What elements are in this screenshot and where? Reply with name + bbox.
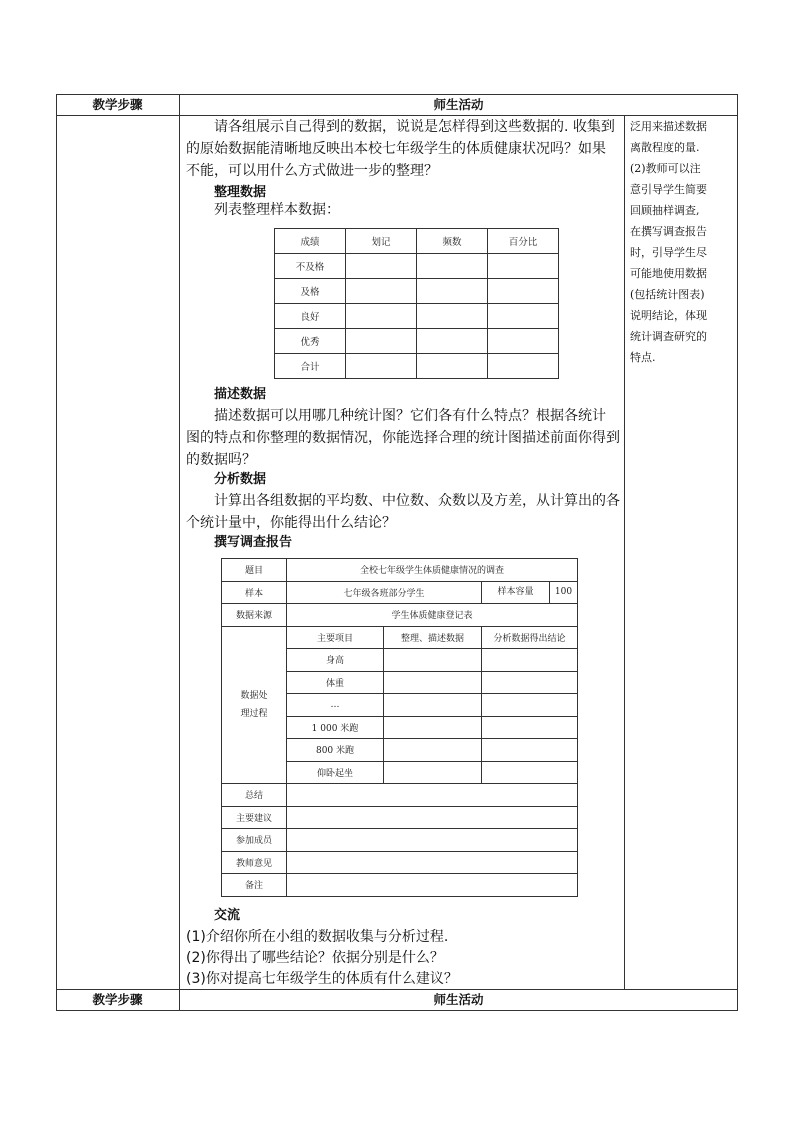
analyze-line-2: 个统计量中，你能得出什么结论？	[186, 515, 396, 531]
table-row	[275, 279, 559, 304]
grade-header-frequency: 频数	[417, 229, 488, 254]
side-note-line: 泛用来描述数据	[630, 120, 707, 133]
report-bottom-label: 主要建议	[222, 806, 287, 829]
side-note-line: 统计调查研究的	[630, 330, 707, 343]
report-item: 仰卧起坐	[287, 761, 384, 784]
describe-heading: 描述数据	[214, 387, 267, 402]
report-subheader-analyze: 分析数据得出结论	[482, 626, 578, 649]
table-left-border	[56, 94, 57, 1011]
empty-cell	[346, 329, 417, 354]
empty-cell	[287, 784, 578, 807]
describe-line-3: 的数据吗？	[186, 452, 256, 468]
grade-row-label: 及格	[275, 279, 346, 304]
report-sample-value: 七年级各班部分学生	[287, 581, 482, 604]
report-bottom-label: 备注	[222, 874, 287, 897]
exchange-item-2: (2)你得出了哪些结论？依据分别是什么？	[186, 950, 444, 966]
empty-cell	[417, 354, 488, 379]
report-item: 身高	[287, 649, 384, 672]
grade-row-label: 优秀	[275, 329, 346, 354]
column-divider-1	[179, 94, 180, 1011]
empty-cell	[482, 761, 578, 784]
report-sample-label: 样本	[222, 581, 287, 604]
report-sample-size-label: 样本容量	[482, 582, 550, 604]
report-table	[221, 558, 578, 897]
empty-cell	[417, 304, 488, 329]
header-teaching-steps: 教学步骤	[92, 97, 143, 112]
empty-cell	[287, 851, 578, 874]
analyze-line-1: 计算出各组数据的平均数、中位数、众数以及方差，从计算出的各	[214, 493, 620, 509]
empty-cell	[488, 329, 559, 354]
empty-cell	[482, 694, 578, 717]
side-note-line: 在撰写调查报告	[630, 225, 707, 238]
report-process-header-row	[222, 626, 578, 649]
exchange-item-3: (3)你对提高七年级学生的体质有什么建议？	[186, 971, 458, 987]
report-process-label-line1: 数据处	[240, 690, 268, 701]
intro-line-3: 不能，可以用什么方式做进一步的整理？	[186, 163, 438, 179]
side-note-line: 时，引导学生尽	[630, 246, 707, 259]
table-row	[222, 829, 578, 852]
header-activities: 师生活动	[433, 97, 484, 112]
grade-header-tally: 划记	[346, 229, 417, 254]
report-item: 体重	[287, 671, 384, 694]
intro-line-2: 的原始数据能清晰地反映出本校七年级学生的体质健康状况吗？如果	[186, 141, 606, 157]
grade-table	[274, 228, 559, 379]
empty-cell	[417, 254, 488, 279]
report-item: 800 米跑	[287, 739, 384, 762]
table-row	[222, 784, 578, 807]
empty-cell	[384, 649, 482, 672]
empty-cell	[346, 254, 417, 279]
table-row	[222, 874, 578, 897]
table-row	[275, 329, 559, 354]
empty-cell	[488, 254, 559, 279]
side-note	[630, 116, 734, 368]
report-source-value: 学生体质健康登记表	[287, 604, 578, 627]
describe-line-2: 图的特点和你整理的数据情况，你能选择合理的统计图描述前面你得到	[186, 430, 620, 446]
side-note-line: 离散程度的量.	[630, 141, 700, 154]
empty-cell	[488, 354, 559, 379]
intro-line-1: 请各组展示自己得到的数据，说说是怎样得到这些数据的. 收集到	[214, 119, 615, 135]
report-sample-size-cell	[482, 581, 578, 604]
report-process-label	[222, 626, 287, 784]
side-note-line: 说明结论，体现	[630, 309, 707, 322]
table-row	[275, 304, 559, 329]
empty-cell	[482, 739, 578, 762]
report-bottom-label: 教师意见	[222, 851, 287, 874]
report-subheader-organize: 整理、描述数据	[384, 626, 482, 649]
empty-cell	[488, 304, 559, 329]
report-bottom-label: 参加成员	[222, 829, 287, 852]
organize-text: 列表整理样本数据：	[214, 202, 340, 218]
report-item: 1 000 米跑	[287, 716, 384, 739]
table-row	[222, 851, 578, 874]
exchange-item-1: (1)介绍你所在小组的数据收集与分析过程.	[186, 929, 449, 945]
empty-cell	[384, 739, 482, 762]
empty-cell	[482, 716, 578, 739]
side-note-line: 意引导学生简要	[630, 183, 707, 196]
empty-cell	[346, 354, 417, 379]
report-item: …	[287, 694, 384, 717]
grade-row-label: 合计	[275, 354, 346, 379]
table-right-border	[737, 94, 738, 1011]
report-source-label: 数据来源	[222, 604, 287, 627]
grade-header-score: 成绩	[275, 229, 346, 254]
table-bottom-border	[56, 1010, 738, 1011]
empty-cell	[384, 694, 482, 717]
side-note-line: 特点.	[630, 351, 656, 364]
describe-line-1: 描述数据可以用哪几种统计图？它们各有什么特点？根据各统计	[214, 408, 606, 424]
side-note-line: (2)教师可以注	[630, 162, 701, 175]
table-row	[275, 354, 559, 379]
footer-activities: 师生活动	[433, 992, 484, 1007]
empty-cell	[346, 279, 417, 304]
empty-cell	[384, 671, 482, 694]
grade-row-label: 良好	[275, 304, 346, 329]
empty-cell	[482, 649, 578, 672]
empty-cell	[346, 304, 417, 329]
sample-size-split	[482, 582, 577, 604]
grade-header-percent: 百分比	[488, 229, 559, 254]
empty-cell	[287, 874, 578, 897]
report-title-label: 题目	[222, 559, 287, 582]
report-process-label-line2: 理过程	[240, 708, 268, 719]
empty-cell	[482, 671, 578, 694]
footer-teaching-steps: 教学步骤	[92, 992, 143, 1007]
side-note-line: 回顾抽样调查,	[630, 204, 700, 217]
empty-cell	[287, 806, 578, 829]
report-sample-row	[222, 581, 578, 604]
report-bottom-label: 总结	[222, 784, 287, 807]
report-heading: 撰写调查报告	[214, 535, 293, 550]
empty-cell	[384, 716, 482, 739]
organize-heading: 整理数据	[214, 185, 267, 200]
empty-cell	[384, 761, 482, 784]
empty-cell	[488, 279, 559, 304]
empty-cell	[287, 829, 578, 852]
table-row	[222, 806, 578, 829]
empty-cell	[417, 329, 488, 354]
report-title-row	[222, 559, 578, 582]
grade-table-header-row	[275, 229, 559, 254]
column-divider-2	[624, 115, 625, 989]
report-sample-size-value: 100	[554, 586, 573, 597]
empty-cell	[417, 279, 488, 304]
analyze-heading: 分析数据	[214, 472, 267, 487]
side-note-line: 可能地使用数据	[630, 267, 707, 280]
table-row	[275, 254, 559, 279]
grade-row-label: 不及格	[275, 254, 346, 279]
report-title-value: 全校七年级学生体质健康情况的调查	[287, 559, 578, 582]
exchange-heading: 交流	[214, 908, 241, 923]
side-note-line: (包括统计图表)	[630, 288, 705, 301]
report-subheader-item: 主要项目	[287, 626, 384, 649]
report-source-row	[222, 604, 578, 627]
